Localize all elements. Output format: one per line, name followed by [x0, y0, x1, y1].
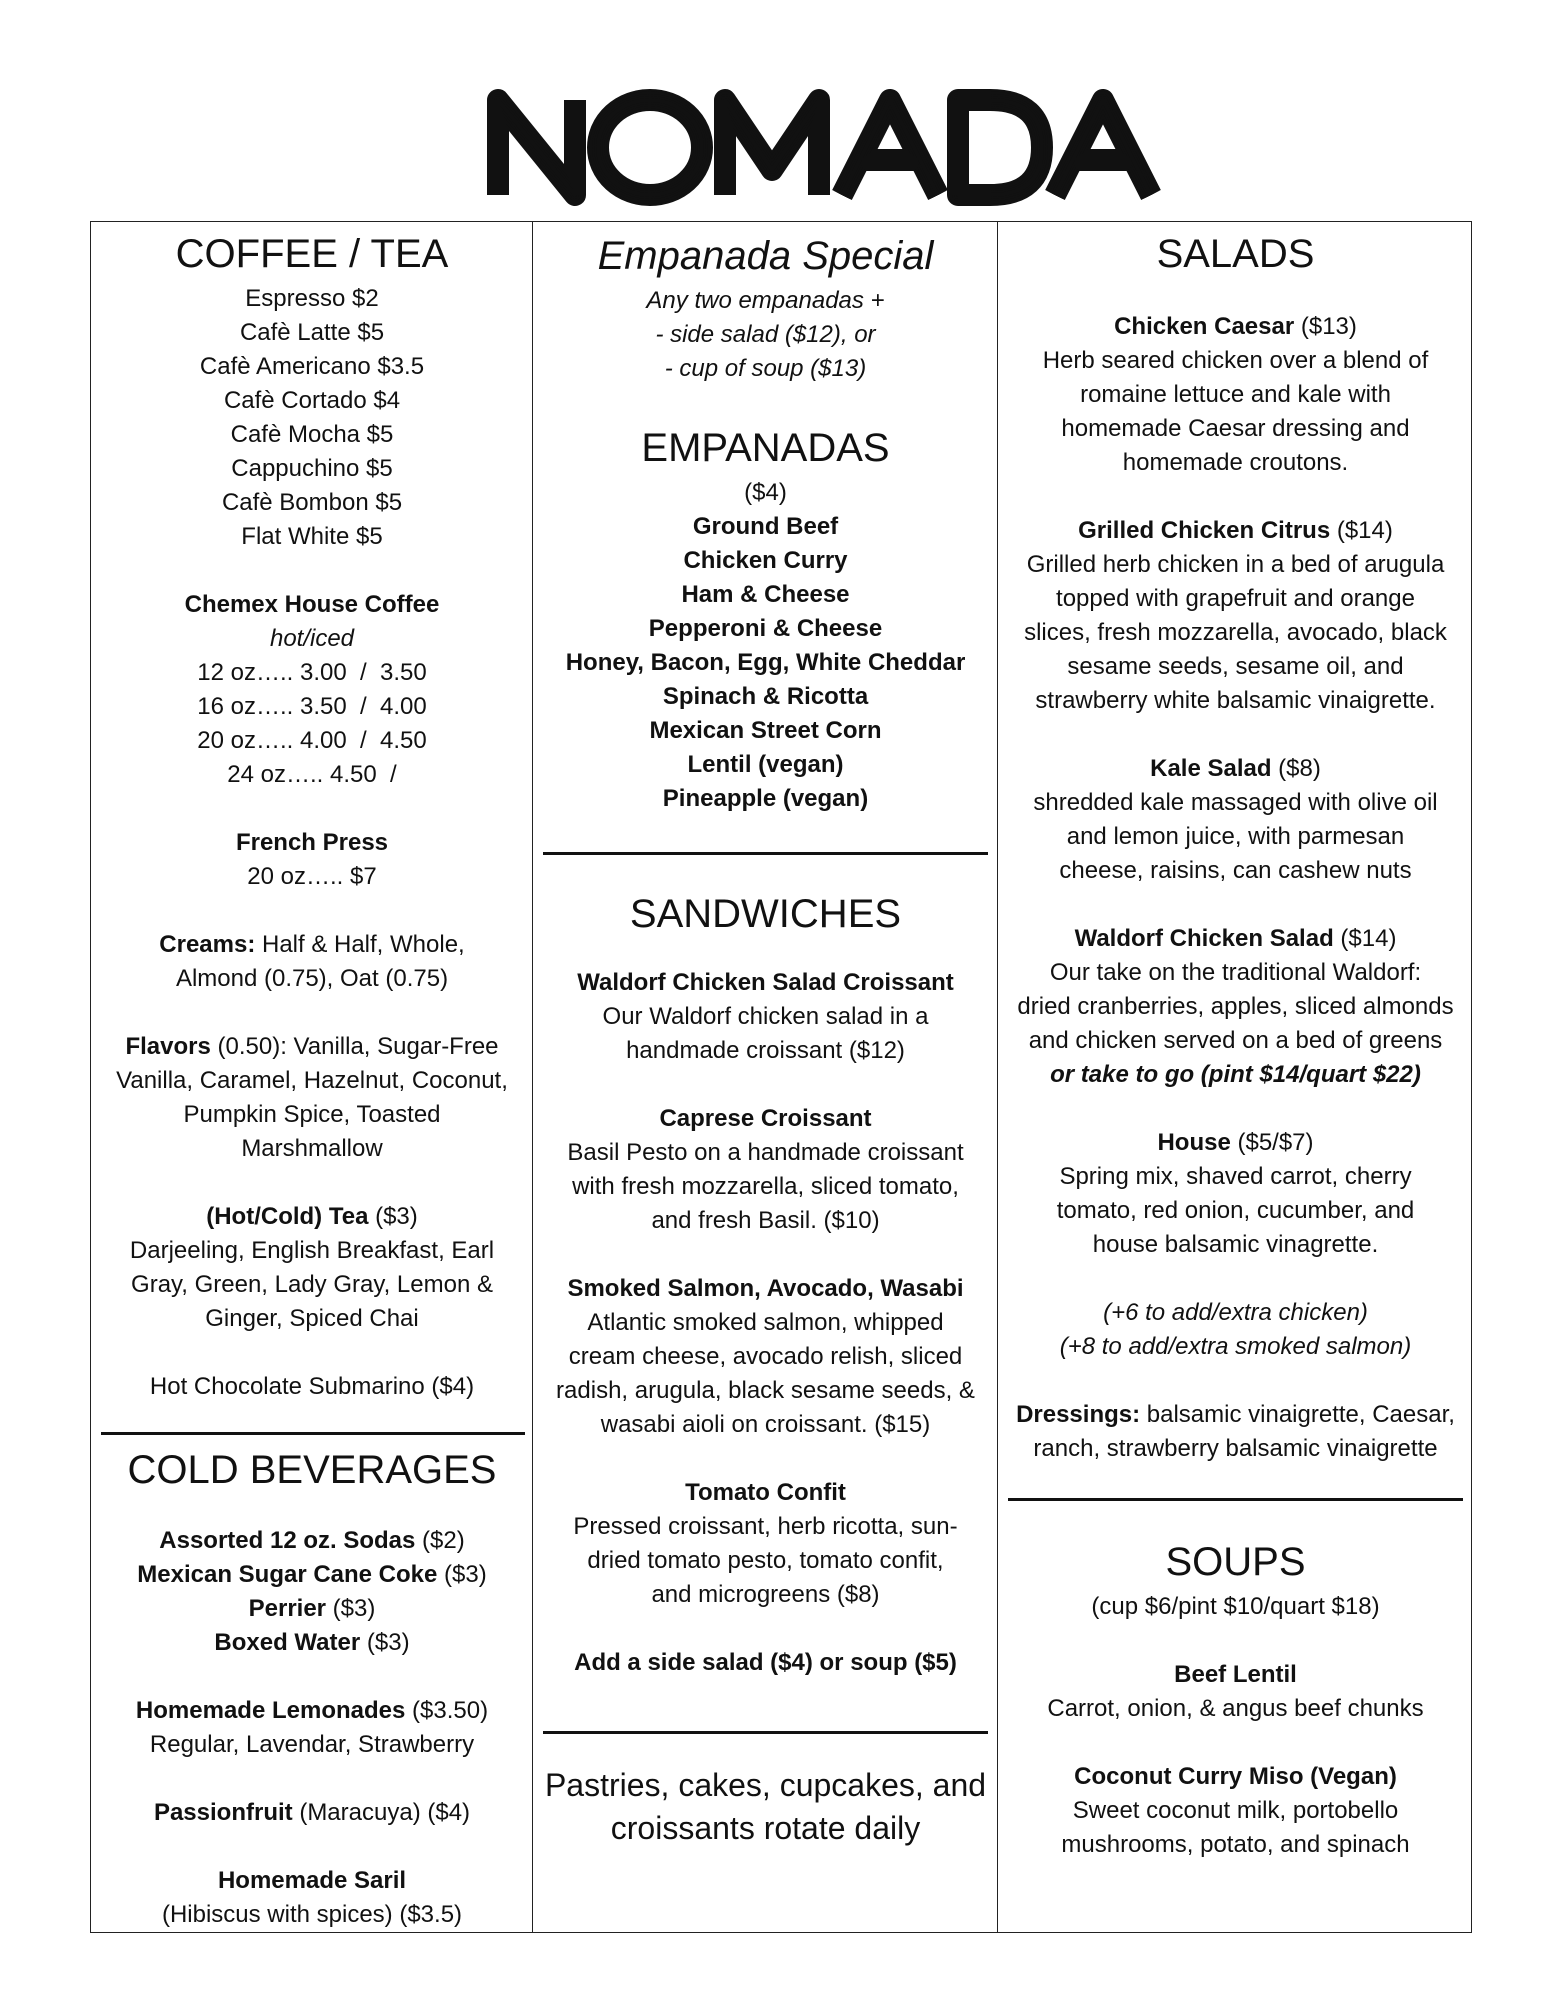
salad-desc: romaine lettuce and kale with: [1080, 381, 1391, 408]
salad-desc: dried cranberries, apples, sliced almonds: [1017, 993, 1454, 1020]
soup-name: Beef Lentil: [1174, 1661, 1297, 1688]
special-line: - cup of soup ($13): [664, 355, 867, 382]
section-divider: [1008, 1498, 1463, 1501]
sandwich-desc: Atlantic smoked salmon, whipped: [587, 1309, 944, 1336]
coffee-title: COFFEE / TEA: [175, 232, 449, 276]
saril-desc: (Hibiscus with spices) ($3.5): [161, 1901, 463, 1928]
lemonade-flavors: Regular, Lavendar, Strawberry: [149, 1731, 475, 1758]
salad-name: Waldorf Chicken Salad: [1074, 925, 1334, 952]
empanada-item: Ground Beef: [692, 513, 839, 540]
salad-name: Chicken Caesar: [1114, 313, 1295, 340]
sandwich-desc: Basil Pesto on a handmade croissant: [567, 1139, 964, 1166]
section-divider: [543, 852, 988, 855]
salad-name-line: [998, 752, 1473, 786]
sandwich-desc: cream cheese, avocado relish, sliced: [568, 1343, 963, 1370]
salad-list: [998, 310, 1473, 1296]
logo-text: NOMADA: [772, 137, 843, 154]
chemex-size-item: 24 oz….. 4.50 /: [227, 761, 397, 788]
cold-drink-item: [91, 1524, 533, 1558]
soup-list: [998, 1658, 1473, 1862]
salad-desc: homemade Caesar dressing and: [1061, 415, 1410, 442]
chemex-subtitle: hot/iced: [269, 625, 355, 652]
salad-extra: (+6 to add/extra chicken): [1103, 1299, 1368, 1326]
cold-drink-name: Assorted 12 oz. Sodas: [159, 1527, 416, 1554]
sandwich-name: Waldorf Chicken Salad Croissant: [577, 969, 954, 996]
pastries-line: Pastries, cakes, cupcakes, and: [544, 1767, 987, 1803]
sandwich-desc: dried tomato pesto, tomato confit,: [587, 1547, 944, 1574]
sandwich-desc: and fresh Basil. ($10): [651, 1207, 880, 1234]
pastries-note: [533, 1764, 998, 1850]
special-description: [533, 284, 998, 386]
salad-name: Kale Salad: [1150, 755, 1272, 782]
chemex-size-list: [91, 656, 533, 792]
sandwich-desc: and microgreens ($8): [651, 1581, 880, 1608]
empanada-item: Mexican Street Corn: [649, 717, 882, 744]
salad-desc: Herb seared chicken over a blend of: [1042, 347, 1429, 374]
soup-desc: Carrot, onion, & angus beef chunks: [1047, 1695, 1424, 1722]
empanada-list: [533, 510, 998, 816]
coffee-drink-list: [91, 282, 533, 554]
soup-desc: Sweet coconut milk, portobello: [1072, 1797, 1399, 1824]
press-title: French Press: [235, 829, 389, 856]
coffee-drink-item: Cafè Americano $3.5: [199, 353, 425, 380]
salad-desc: slices, fresh mozzarella, avocado, black: [1024, 619, 1447, 646]
salad-desc: homemade croutons.: [1122, 449, 1349, 476]
cold-drink-item: [91, 1626, 533, 1660]
press-price: 20 oz….. $7: [247, 863, 377, 890]
flavors-line-3: Pumpkin Spice, Toasted: [183, 1101, 441, 1128]
sandwich-name: Smoked Salmon, Avocado, Wasabi: [567, 1275, 964, 1302]
salad-desc: sesame seeds, sesame oil, and: [1067, 653, 1404, 680]
salad-desc: Spring mix, shaved carrot, cherry: [1059, 1163, 1412, 1190]
empanada-item: Pineapple (vegan): [662, 785, 869, 812]
salad-desc: and chicken served on a bed of greens: [1028, 1027, 1443, 1054]
salad-desc: strawberry white balsamic vinaigrette.: [1035, 687, 1436, 714]
chemex-title: Chemex House Coffee: [184, 591, 440, 618]
sandwich-desc: handmade croissant ($12): [626, 1037, 905, 1064]
salad-price: ($14): [1330, 517, 1393, 544]
sandwich-desc: wasabi aioli on croissant. ($15): [600, 1411, 931, 1438]
chemex-size-item: 16 oz….. 3.50 / 4.00: [197, 693, 427, 720]
empanada-item: Chicken Curry: [683, 547, 848, 574]
cold-drink-price: ($2): [415, 1527, 465, 1554]
lemonade-line: Homemade Lemonades ($3.50): [135, 1697, 489, 1724]
coffee-drink-item: Flat White $5: [241, 523, 383, 550]
salad-desc: shredded kale massaged with olive oil: [1033, 789, 1438, 816]
sandwich-name: Tomato Confit: [685, 1479, 846, 1506]
soup-name: Coconut Curry Miso (Vegan): [1074, 1763, 1397, 1790]
flavors-line: Flavors (0.50): Vanilla, Sugar-Free: [125, 1033, 499, 1060]
cold-drink-list: [91, 1524, 533, 1660]
coffee-drink-item: Cappuchino $5: [231, 455, 393, 482]
soup-prices: (cup $6/pint $10/quart $18): [1091, 1593, 1380, 1620]
cold-drink-price: ($3): [437, 1561, 487, 1588]
salad-desc: Our take on the traditional Waldorf:: [1049, 959, 1422, 986]
salad-price: ($13): [1294, 313, 1357, 340]
coffee-drink-item: Espresso $2: [245, 285, 379, 312]
cold-drink-price: ($3): [326, 1595, 376, 1622]
salad-price: ($14): [1333, 925, 1397, 952]
salad-name-line: [998, 310, 1473, 344]
cold-drink-name: Mexican Sugar Cane Coke: [137, 1561, 438, 1588]
saril-title: Homemade Saril: [217, 1867, 407, 1894]
salads-title: SALADS: [1156, 232, 1315, 276]
salad-togo: or take to go (pint $14/quart $22): [1050, 1061, 1421, 1088]
section-divider: [101, 1432, 525, 1435]
empanada-item: Ham & Cheese: [681, 581, 850, 608]
chemex-size-item: 12 oz….. 3.00 / 3.50: [197, 659, 427, 686]
dressings-line: Dressings: balsamic vinaigrette, Caesar,: [1016, 1401, 1455, 1428]
dressings-line-2: ranch, strawberry balsamic vinaigrette: [1033, 1435, 1438, 1462]
empanada-item: Spinach & Ricotta: [662, 683, 869, 710]
pastries-line: croissants rotate daily: [610, 1810, 921, 1846]
sandwich-list: [533, 966, 998, 1646]
salad-name: Grilled Chicken Citrus: [1078, 517, 1331, 544]
empanada-item: Honey, Bacon, Egg, White Cheddar: [565, 649, 966, 676]
coffee-drink-item: Cafè Bombon $5: [221, 489, 403, 516]
cold-drink-price: ($3): [360, 1629, 410, 1656]
tea-line-3: Ginger, Spiced Chai: [205, 1305, 419, 1332]
cold-title: COLD BEVERAGES: [127, 1448, 497, 1492]
salad-name: House: [1157, 1129, 1231, 1156]
tea-heading: (Hot/Cold) Tea ($3): [206, 1203, 418, 1230]
special-line: Any two empanadas +: [646, 287, 885, 314]
salad-extra: (+8 to add/extra smoked salmon): [1059, 1333, 1412, 1360]
special-line: - side salad ($12), or: [655, 321, 876, 348]
section-divider: [543, 1731, 988, 1734]
salad-extras: [998, 1296, 1473, 1364]
nomada-logo: [0, 80, 1545, 210]
hot-chocolate: Hot Chocolate Submarino ($4): [149, 1373, 475, 1400]
soups-title: SOUPS: [1165, 1540, 1306, 1584]
sandwiches-title: SANDWICHES: [629, 892, 902, 936]
salad-desc: and lemon juice, with parmesan: [1066, 823, 1405, 850]
salad-desc: topped with grapefruit and orange: [1056, 585, 1415, 612]
soup-desc: mushrooms, potato, and spinach: [1061, 1831, 1410, 1858]
sandwich-desc: Pressed croissant, herb ricotta, sun-: [573, 1513, 958, 1540]
cold-drink-name: Perrier: [248, 1595, 327, 1622]
salad-desc: house balsamic vinagrette.: [1092, 1231, 1379, 1258]
salad-name-line: [998, 1126, 1473, 1160]
salad-price: ($8): [1271, 755, 1321, 782]
sandwich-addon: Add a side salad ($4) or soup ($5): [574, 1649, 957, 1676]
sandwich-desc: radish, arugula, black sesame seeds, &: [556, 1377, 975, 1404]
empanada-item: Lentil (vegan): [687, 751, 844, 778]
sandwich-desc: Our Waldorf chicken salad in a: [602, 1003, 929, 1030]
cold-drink-item: [91, 1558, 533, 1592]
menu-frame: [90, 221, 1472, 1933]
flavors-line-4: Marshmallow: [241, 1135, 383, 1162]
chemex-size-item: 20 oz….. 4.00 / 4.50: [197, 727, 427, 754]
sandwich-name: Caprese Croissant: [659, 1105, 872, 1132]
salad-desc: cheese, raisins, can cashew nuts: [1059, 857, 1412, 884]
coffee-drink-item: Cafè Latte $5: [239, 319, 385, 346]
special-title: Empanada Special: [597, 234, 934, 278]
cold-drink-item: [91, 1592, 533, 1626]
salad-price: ($5/$7): [1230, 1129, 1314, 1156]
tea-line-1: Darjeeling, English Breakfast, Earl: [129, 1237, 495, 1264]
creams-line: Creams: Half & Half, Whole,: [159, 931, 465, 958]
passionfruit-line: Passionfruit (Maracuya) ($4): [153, 1799, 471, 1826]
salad-name-line: [998, 922, 1473, 956]
sandwich-desc: with fresh mozzarella, sliced tomato,: [572, 1173, 959, 1200]
flavors-line-2: Vanilla, Caramel, Hazelnut, Coconut,: [116, 1067, 508, 1094]
cold-drink-name: Boxed Water: [214, 1629, 361, 1656]
salad-name-line: [998, 514, 1473, 548]
empanada-item: Pepperoni & Cheese: [648, 615, 883, 642]
coffee-drink-item: Cafè Mocha $5: [230, 421, 394, 448]
salad-desc: tomato, red onion, cucumber, and: [1056, 1197, 1415, 1224]
empanadas-price: ($4): [744, 479, 787, 506]
empanadas-title: EMPANADAS: [641, 426, 890, 470]
creams-line-2: Almond (0.75), Oat (0.75): [175, 965, 449, 992]
coffee-drink-item: Cafè Cortado $4: [223, 387, 401, 414]
salad-desc: Grilled herb chicken in a bed of arugula: [1026, 551, 1445, 578]
tea-line-2: Gray, Green, Lady Gray, Lemon &: [131, 1271, 493, 1298]
